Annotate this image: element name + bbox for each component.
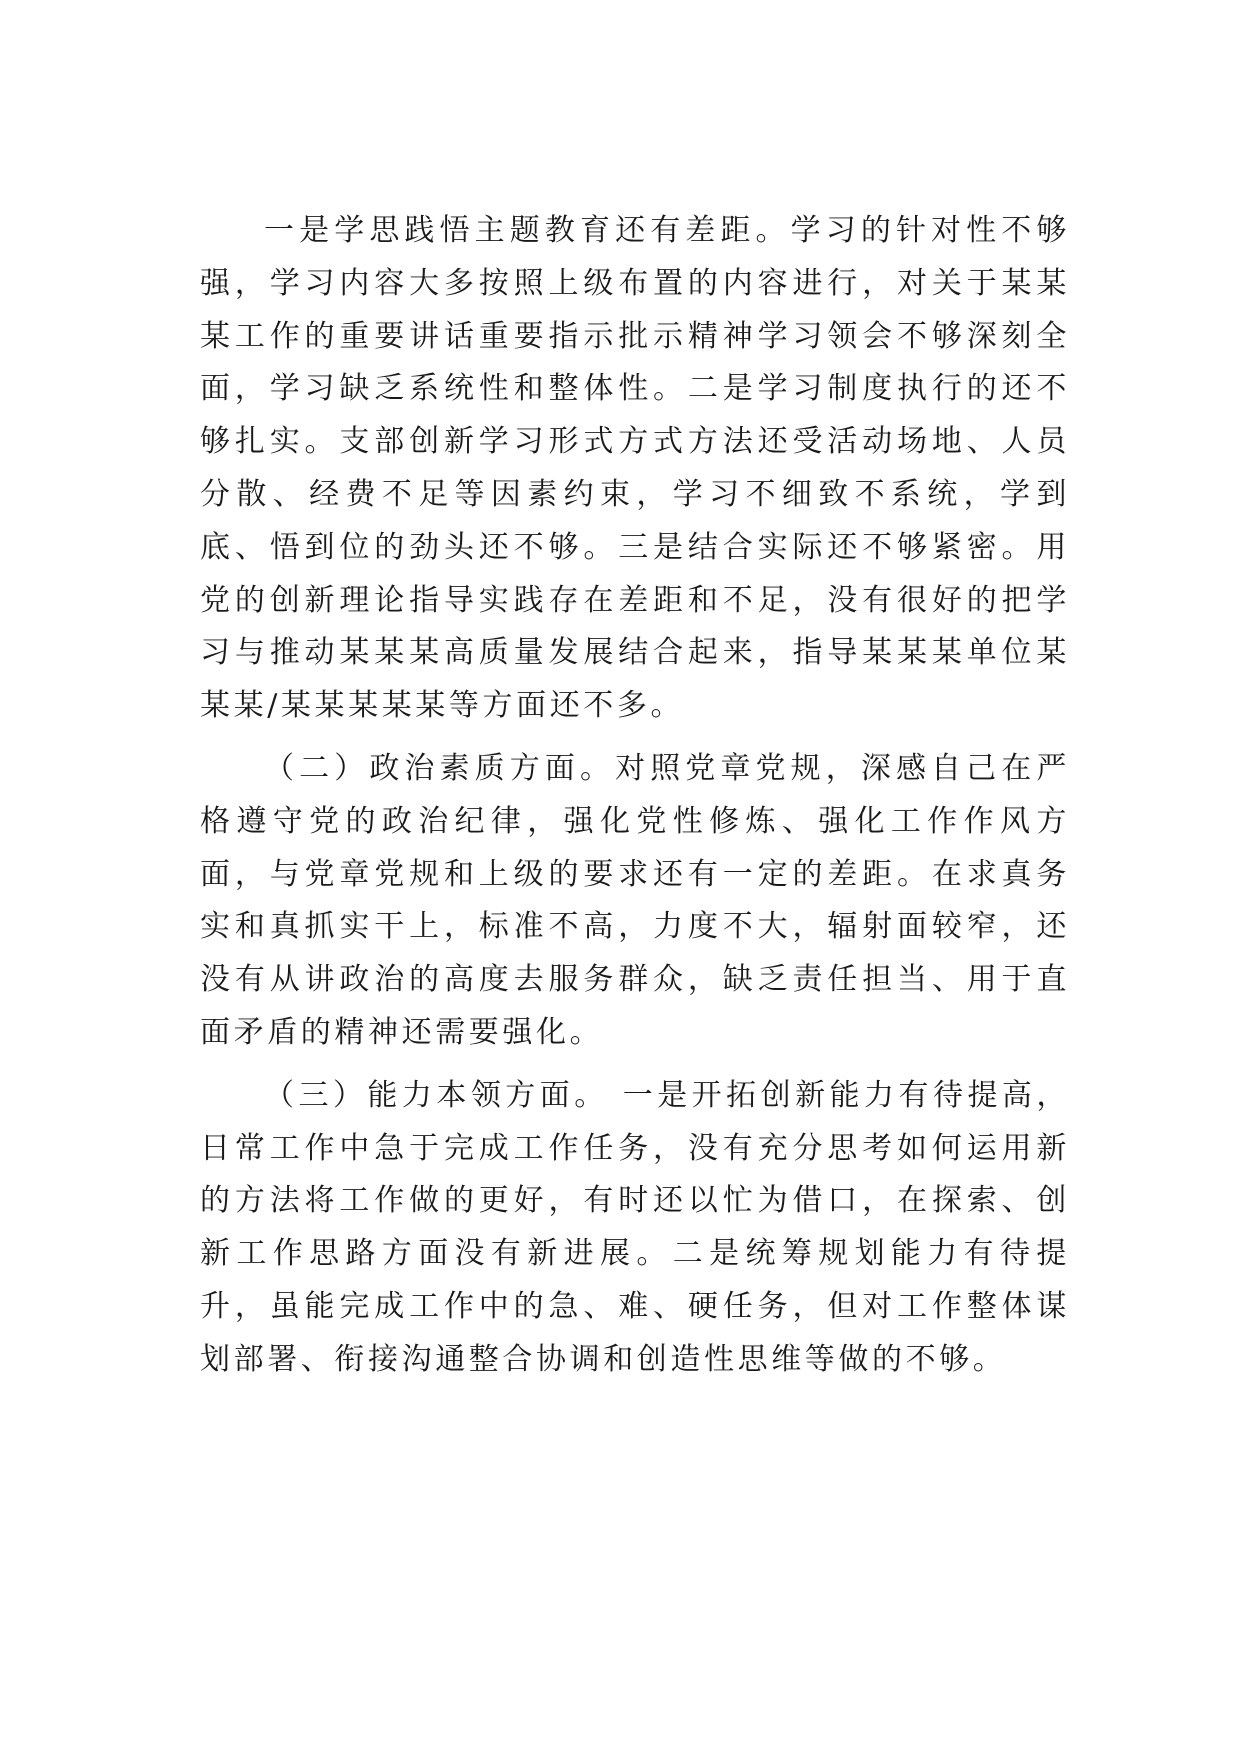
paragraph-capability: （三）能力本领方面。 一是开拓创新能力有待提高，日常工作中急于完成工作任务，没有充分思考如何运用新的方法将工作做的更好，有时还以忙为借口，在探索、创新工作思路方面没有新进展。二是统筹规划能力有待提升，虽能完成工作中的急、难、硬任务，但对工作整体谋划部署、衔接沟通整合协调和创造性思维等做的不够。 xyxy=(200,1077,1070,1377)
document-body xyxy=(200,205,1070,1397)
paragraph-study-gaps: 一是学思践悟主题教育还有差距。学习的针对性不够强，学习内容大多按照上级布置的内容进行，对关于某某某工作的重要讲话重要指示批示精神学习领会不够深刻全面，学习缺乏系统性和整体性。二是学习制度执行的还不够扎实。支部创新学习形式方式方法还受活动场地、人员分散、经费不足等因素约束，学习不细致不系统，学到底、悟到位的劲头还不够。三是结合实际还不够紧密。用党的创新理论指导实践存在差距和不足，没有很好的把学习与推动某某某高质量发展结合起来，指导某某某单位某某某/某某某某某等方面还不多。 xyxy=(200,213,1070,724)
paragraph-political-quality: （二）政治素质方面。对照党章党规，深感自己在严格遵守党的政治纪律，强化党性修炼、强化工作作风方面，与党章党规和上级的要求还有一定的差距。在求真务实和真抓实干上，标准不高，力度不大，辐射面较窄，还没有从讲政治的高度去服务群众，缺乏责任担当、用于直面矛盾的精神还需要强化。 xyxy=(200,750,1070,1050)
